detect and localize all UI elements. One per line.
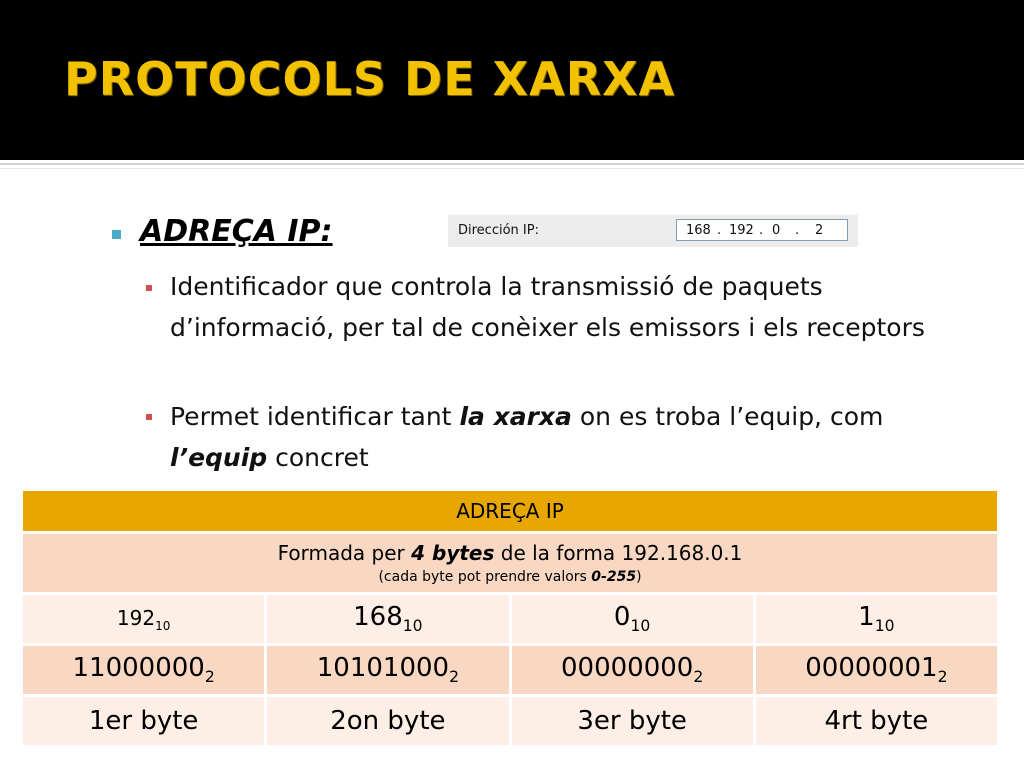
byte-label-cell: 2on byte (266, 696, 510, 747)
binary-cell (754, 645, 998, 696)
bullet-text-part: concret (267, 443, 369, 472)
description-note (23, 569, 997, 585)
ip-octet-4: 2 (815, 223, 824, 238)
note-text: (cada byte pot prendre valors (378, 569, 592, 585)
cell-base: 2 (693, 668, 704, 687)
cell-base: 10 (155, 618, 171, 633)
note-text: ) (636, 569, 642, 585)
cell-value: 168 (353, 602, 403, 633)
cell-base: 2 (937, 668, 948, 687)
ip-address-field (676, 219, 848, 241)
ip-address-table (20, 488, 1000, 748)
byte-label-cell: 4rt byte (754, 696, 998, 747)
square-bullet-icon (112, 230, 121, 239)
cell-value: 192 (116, 605, 156, 630)
emphasis-network: la xarxa (459, 402, 572, 431)
byte-label-cell: 3er byte (510, 696, 754, 747)
cell-value: 0 (613, 602, 631, 633)
ip-dot: . (717, 223, 722, 238)
section-heading: ADREÇA IP: (140, 214, 333, 249)
sub-bullet-icon (146, 414, 152, 420)
note-emphasis: 0-255 (591, 569, 637, 585)
cell-base: 2 (449, 668, 459, 687)
sub-bullet-icon (146, 285, 152, 291)
ip-octet-1: 168 (686, 223, 711, 238)
byte-label-cell: 1er byte (22, 696, 266, 747)
bullet-text-part: Permet identificar tant (170, 402, 460, 431)
byte-label-row (22, 696, 999, 747)
bullet-text-2 (170, 396, 970, 478)
ip-octet-3: 0 (772, 223, 781, 238)
binary-cell (266, 645, 510, 696)
table-description (22, 533, 999, 594)
divider (0, 163, 1024, 165)
ip-address-dialog (448, 214, 858, 247)
cell-value: 11000000 (72, 653, 205, 684)
desc-text: de la forma 192.168.0.1 (494, 541, 743, 565)
cell-value: 1 (858, 602, 875, 633)
table-header: ADREÇA IP (22, 490, 999, 533)
desc-text: Formada per (277, 541, 412, 565)
bullet-text-1: Identificador que controla la transmissió de paquets d’informació, per tal de conèixer els emissors i els receptors (170, 272, 925, 342)
cell-base: 10 (402, 617, 423, 636)
decimal-cell (510, 594, 754, 645)
cell-base: 10 (630, 617, 651, 636)
binary-row (22, 645, 999, 696)
description-main (23, 541, 997, 565)
desc-emphasis: 4 bytes (411, 541, 495, 565)
cell-value: 10101000 (316, 653, 450, 684)
decimal-cell (754, 594, 998, 645)
bullet-text-part: on es troba l’equip, com (571, 402, 884, 431)
divider-thin (0, 168, 1024, 169)
ip-dot: . (795, 223, 800, 238)
decimal-row (22, 594, 999, 645)
decimal-cell (22, 594, 266, 645)
ip-dot: . (759, 223, 764, 238)
binary-cell (510, 645, 754, 696)
binary-cell (22, 645, 266, 696)
cell-base: 10 (874, 617, 895, 636)
cell-value: 00000000 (560, 653, 694, 684)
title-bar (0, 0, 1024, 160)
cell-value: 00000001 (805, 653, 938, 684)
ip-octet-2: 192 (729, 223, 754, 238)
emphasis-device: l’equip (170, 443, 268, 472)
cell-base: 2 (204, 668, 215, 687)
ip-address-label: Dirección IP: (458, 223, 539, 238)
slide-title: PROTOCOLS DE XARXA (64, 52, 676, 106)
decimal-cell (266, 594, 510, 645)
